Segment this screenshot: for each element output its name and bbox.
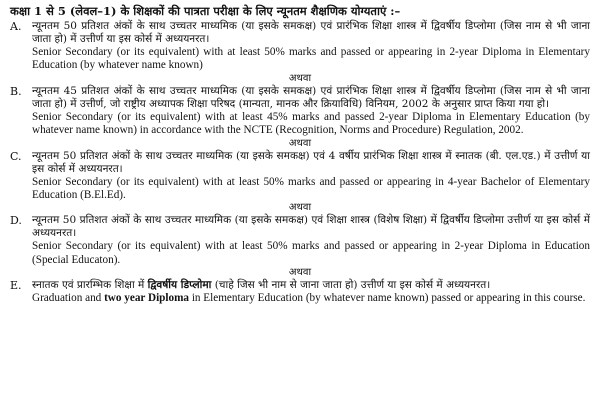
item-body <box>32 214 590 267</box>
item-english-after: in Elementary Education (by whatever name known) passed or appearing in this course. <box>189 292 586 305</box>
item-letter: A. <box>10 20 22 33</box>
item-letter: C. <box>10 149 22 163</box>
item-body <box>32 279 590 305</box>
item-hindi-bold: द्विवर्षीय डिप्लोमा <box>147 279 212 292</box>
item-hindi-text <box>32 279 590 292</box>
item-hindi-text: न्यूनतम 50 प्रतिशत अंकों के साथ उच्चतर माध्यमिक (या इसके समकक्ष) एवं प्रारंभिक शिक्षा शास्त्र में द्विवर्षीय डिप्लोमा (जिस नाम से भी जाना जाता हो) में उत्तीर्ण या इस कोर्स में अध्ययनरत। <box>32 20 590 45</box>
item-english-bold: two year Diploma <box>104 292 190 305</box>
item-english-before: Graduation and <box>32 292 105 305</box>
item-english-text: Senior Secondary (or its equivalent) with at least 45% marks and passed 2-year Diploma in Elementary Education (by whatever name known) in accordance with the NCTE (Recognition, Norms and Procedure) Regulation, 2002. <box>32 110 590 137</box>
item-hindi-before: स्नातक एवं प्रारम्भिक शिक्षा में <box>32 279 148 292</box>
item-body <box>32 150 590 203</box>
item-english-text: Senior Secondary (or its equivalent) with at least 50% marks and passed or appearing in 4-year Bachelor of Elementary Education (B.El.Ed). <box>32 175 590 202</box>
or-separator: अथवा <box>288 137 312 149</box>
item-hindi-text: न्यूनतम 50 प्रतिशत अंकों के साथ उच्चतर माध्यमिक (या इसके समकक्ष) एवं शिक्षा शास्त्र (विशेष शिक्षा) में द्विवर्षीय डिप्लोमा उत्तीर्ण या इस कोर्स में अध्ययनरत। <box>32 214 590 240</box>
item-hindi-after: (चाहे जिस भी नाम से जाना जाता हो) उत्तीर्ण या इस कोर्स में अध्ययनरत। <box>211 279 491 292</box>
item-english-text <box>32 292 590 305</box>
or-separator: अथवा <box>288 267 312 279</box>
page-heading: कक्षा 1 से 5 (लेवल–1) के शिक्षकों की पात्रता परीक्षा के लिए न्यूनतम शैक्षणिक योग्यताएं :– <box>10 4 401 18</box>
qualification-item-a <box>10 20 590 73</box>
qualification-item-c <box>10 150 590 203</box>
item-letter: D. <box>10 214 22 228</box>
item-body <box>32 85 590 138</box>
qualification-item-b <box>10 85 590 138</box>
or-separator: अथवा <box>288 72 312 84</box>
item-english-text: Senior Secondary (or its equivalent) with at least 50% marks and passed or appearing in 2-year Diploma in Elementary Education (by whatever name known) <box>32 46 590 72</box>
item-letter: B. <box>10 84 22 98</box>
or-separator: अथवा <box>288 202 312 214</box>
item-body <box>32 20 590 73</box>
item-hindi-text: न्यूनतम 45 प्रतिशत अंकों के साथ उच्चतर माध्यमिक (या इसके समकक्ष) एवं प्रारंभिक शिक्षा शास्त्र में द्विवर्षीय डिप्लोमा (जिस नाम से भी जाना जाता हो) में उत्तीर्ण, जो राष्ट्रीय अध्यापक शिक्षा परिषद (मान्यता, मानक और क्रियाविधि) विनियम, 2002 के अनुसार प्राप्त किया गया हो। <box>32 84 590 110</box>
item-letter: E. <box>10 279 22 293</box>
item-hindi-text: न्यूनतम 50 प्रतिशत अंकों के साथ उच्चतर माध्यमिक (या इसके समकक्ष) एवं 4 वर्षीय प्रारंभिक शिक्षा शास्त्र में स्नातक (बी. एल.एड.) में उत्तीर्ण या इस कोर्स में अध्ययनरत। <box>32 149 590 175</box>
qualification-item-d <box>10 214 590 267</box>
item-english-text: Senior Secondary (or its equivalent) with at least 50% marks and passed or appearing in 2-year Diploma in Education (Special Educaton). <box>32 240 590 266</box>
qualification-item-e <box>10 279 590 305</box>
